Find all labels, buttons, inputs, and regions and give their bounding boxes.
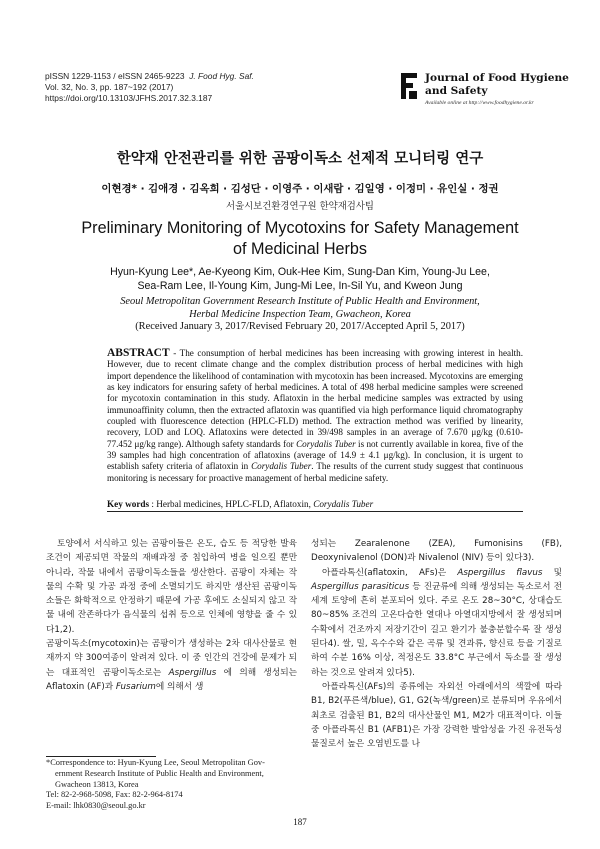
body-right-column [311, 537, 562, 751]
body-left-paragraph2: 곰팡이독소(mycotoxin)는 곰팡이가 생성하는 2차 대사산물로 현재까지 약 300여종이 알려져 있다. 이 중 인간의 건강에 문제가 되는 대표적인 곰팡이독소로는 Aspergillus 에 의해 생성되는 Aflatoxin (AF)과 Fusarium에 의해서 생 [46, 639, 297, 692]
footnote-line3: Gwacheon 13813, Korea [55, 779, 139, 789]
journal-logo-icon [398, 72, 420, 100]
keywords-divider [107, 511, 523, 512]
authors-korean: 이현경* · 김애경 · 김옥희 · 김성단 · 이영주 · 이새람 · 김일영 · 이정미 · 유인실 · 정권 [101, 183, 499, 195]
affiliation-english-line2: Herbal Medicine Inspection Team, Gwacheon, Korea [189, 309, 411, 320]
journal-name-line1: Journal of Food Hygiene [425, 72, 569, 84]
body-right-paragraph1: 아플라톡신(aflatoxin, AFs)은 Aspergillus flavus 및 Aspergillus parasiticus 등 진균류에 의해 생성되는 독소로서 전 세계 토양에 흔히 분포되어 있다. 주로 온도 28~30°C, 상대습도 80~85% 조건의 고온다습한 열대나 아열대지방에서 잘 생성되며 수확에서 건조까지 저장기간이 길고 환기가 불충분할수록 잘 생성된다4). 쌀, 밀, 옥수수와 같은 곡류 및 견과류, 향신료 등을 기질로 하여 수분 16% 이상, 적정온도 33.8°C 부근에서 독소를 잘 생성하는 것으로 알려져 있다5). [311, 567, 562, 678]
authors-english [0, 265, 600, 293]
affiliation-korean: 서울시보건환경연구원 한약재검사팀 [226, 201, 374, 212]
title-english-line2: of Medicinal Herbs [232, 240, 368, 258]
keywords-text: : Herbal medicines, HPLC-FLD, Aflatoxin, [149, 499, 314, 509]
affiliation-english-line1: Seoul Metropolitan Government Research Institute of Public Health and Environment, [120, 296, 480, 307]
body-left-column [46, 537, 297, 694]
journal-abbrev: J. Food Hyg. Saf. [189, 71, 254, 81]
abstract-italic1: Corydalis Tuber [296, 438, 356, 449]
abstract-label: ABSTRACT [107, 347, 170, 359]
authors-english-line1: Hyun-Kyung Lee*, Ae-Kyeong Kim, Ouk-Hee Kim, Sung-Dan Kim, Young-Ju Lee, [110, 266, 490, 278]
received-dates: (Received January 3, 2017/Revised February 20, 2017/Accepted April 5, 2017) [135, 321, 465, 332]
doi-link[interactable]: https://doi.org/10.13103/JFHS.2017.32.3.187 [45, 93, 213, 103]
body-right-paragraph0: 성되는 Zearalenone (ZEA), Fumonisins (FB), Deoxynivalenol (DON)과 Nivalenol (NIV) 등이 있다3). [311, 539, 562, 564]
footnote-divider [46, 756, 156, 757]
keywords [107, 499, 523, 509]
journal-citation [45, 71, 254, 104]
keywords-italic: Corydalis Tuber [313, 499, 374, 509]
affiliation-english [0, 295, 600, 321]
keywords-label: Key words [107, 499, 150, 509]
page-number: 187 [293, 817, 307, 827]
abstract-italic2: Corydalis Tuber [251, 461, 312, 472]
journal-name-line2: and Safety [425, 85, 488, 97]
correspondence-footnote [46, 758, 297, 812]
body-left-paragraph1: 토양에서 서식하고 있는 곰팡이들은 온도, 습도 등 적당한 발육 조건이 제공되면 작물의 재배과정 중 침입하여 병을 일으킬 뿐만 아니라, 작물 내에서 곰팡이독소들을 생산한다. 곰팡이 자체는 작물의 수확 및 가공 과정 중에 소멸되기도 하지만 생산된 곰팡이독소들은 화학적으로 안정하기 때문에 가공 후에도 소실되지 않고 작물 내에 잔존하다가 음식물의 섭취 등으로 인체에 영향을 줄 수 있다1,2). [46, 539, 297, 635]
footnote-email[interactable]: E-mail: lhk0830@seoul.go.kr [46, 801, 146, 811]
title-english-line1: Preliminary Monitoring of Mycotoxins for Safety Management [81, 219, 519, 237]
title-korean: 한약재 안전관리를 위한 곰팡이독소 선제적 모니터링 연구 [116, 151, 484, 167]
title-english [0, 218, 600, 260]
volume-info: Vol. 32, No. 3, pp. 187~192 (2017) [45, 82, 174, 92]
journal-masthead [425, 72, 569, 106]
abstract [107, 348, 523, 484]
body-right-paragraph2: 아플라톡신(AFs)의 종류에는 자외선 아래에서의 색깔에 따라 B1, B2(푸른색/blue), G1, G2(녹색/green)로 분류되며 우유에서 최초로 검출된 B1, B2의 대사산물인 M1, M2가 대표적이다. 이들 중 아플라톡신 B1 (AFB1)은 가장 강력한 발암성을 가진 유전독성물질로서 높은 오염빈도를 나 [311, 681, 562, 750]
abstract-text-part3: . The results of the current study suggest that continuous monitoring is necessary for proactive management of herbal medicine safety. [107, 461, 524, 483]
authors-english-line2: Sea-Ram Lee, Il-Young Kim, Jung-Mi Lee, In-Sil Yu, and Kweon Jung [137, 280, 463, 292]
abstract-text-part1: - The consumption of herbal medicines has been increasing with growing interest in health. However, due to recent climate change and the complex distribution process of herbal medicines with high import dependence the likelihood of contamination with mycotoxin has been increased. Mycotoxins are emerging as key indicators for ensuring safety of herbal medicines. A total of 498 herbal medicine samples were screened for mycotoxin contamination in this study. Aflatoxin in the herbal medicine samples was extracted by using immunoaffinity column, then the extracted aflatoxin was quantified via high performance liquid chromatography coupled with fluorescence detection (HPLC-FLD) method. The extraction method was verified by linearity, recovery, LOD and LOQ. Aflatoxins were detected in 39/498 samples in an average of 7.670 μg/kg (0.610-77.452 μg/kg range). Although safety standards for [107, 348, 523, 449]
footnote-line2: ernment Research Institute of Public Health and Environment, [55, 768, 264, 778]
available-online[interactable]: Available online at http://www.foodhygiene.or.kr [425, 100, 534, 106]
footnote-line1: *Correspondence to: Hyun-Kyung Lee, Seoul Metropolitan Gov- [46, 758, 265, 767]
footnote-line4: Tel: 82-2-968-5098, Fax: 82-2-964-8174 [46, 790, 183, 800]
abstract-text-part2: is not currently available in korea, five of the 39 samples had high concentration of aflatoxins (average of 14.9 ± 4.1 μg/kg). In conclusion, it is urgent to establish safety criteria of aflatoxin in [107, 438, 523, 472]
issn: pISSN 1229-1153 / eISSN 2465-9223 J. Food Hyg. Saf. [45, 71, 254, 81]
